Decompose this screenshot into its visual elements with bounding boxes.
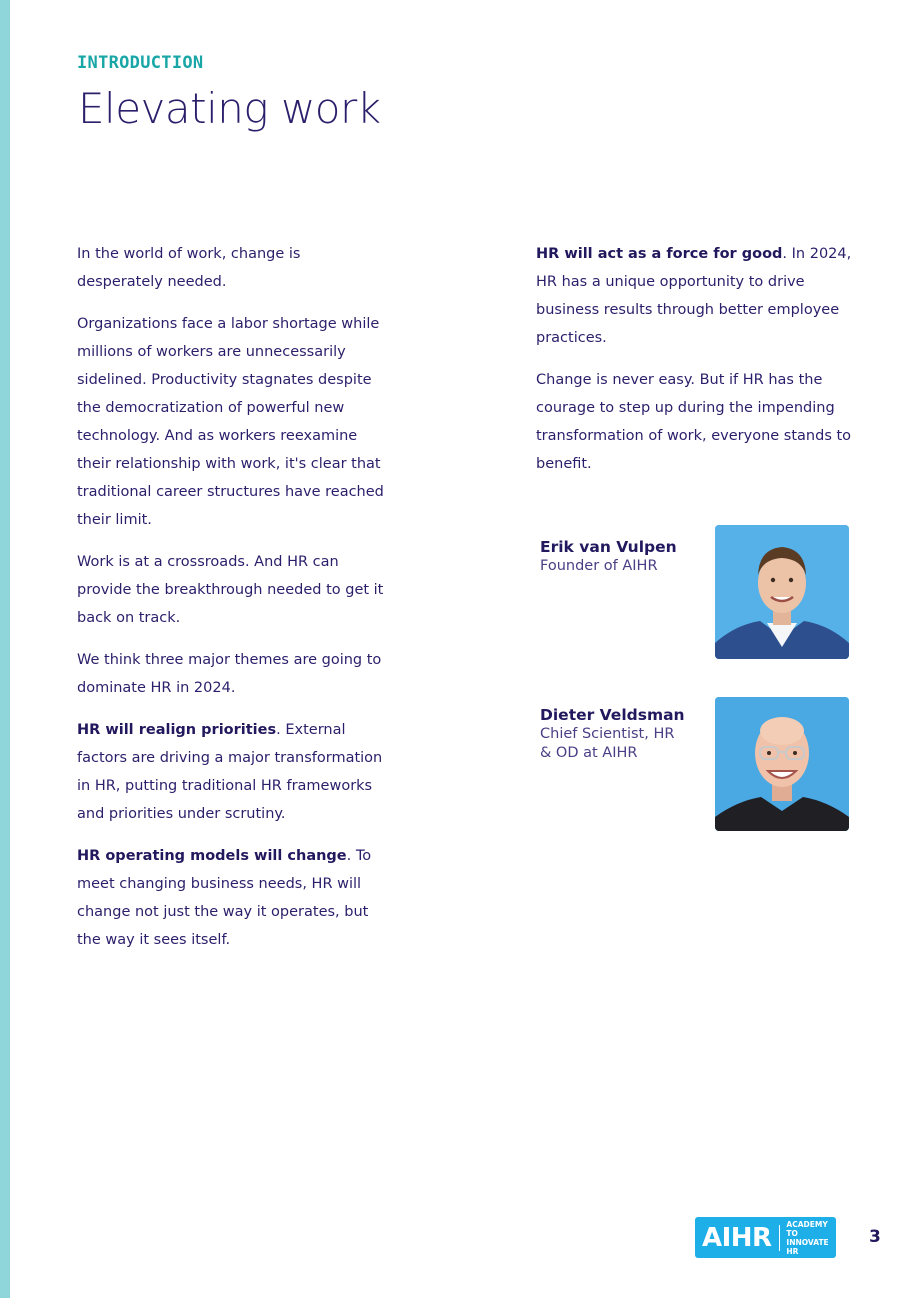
aihr-logo [695, 1217, 836, 1258]
paragraph [536, 240, 852, 352]
paragraph: Work is at a crossroads. And HR can provide the breakthrough needed to get it back on track. [77, 554, 384, 626]
author-role: Founder of AIHR [540, 558, 658, 574]
left-text-column [77, 240, 389, 968]
paragraph: We think three major themes are going to dominate HR in 2024. [77, 652, 382, 696]
portrait-image [715, 525, 849, 659]
author-role: Chief Scientist, HR & OD at AIHR [540, 726, 675, 761]
theme-realign-priorities: HR will realign priorities [77, 722, 277, 738]
author-name: Erik van Vulpen [540, 538, 677, 556]
logo-tagline: ACADEMY TO INNOVATE HR [786, 1219, 829, 1256]
paragraph: In the world of work, change is desperately needed. [77, 246, 301, 290]
paragraph-text: . External factors are driving a major transformation in HR, putting traditional HR frameworks and priorities under scrutiny. [77, 722, 383, 822]
theme-operating-models: HR operating models will change [77, 848, 347, 864]
page-number: 3 [869, 1227, 881, 1247]
theme-force-for-good: HR will act as a force for good [536, 246, 783, 262]
side-accent-stripe [0, 0, 10, 1298]
paragraph [77, 842, 389, 954]
logo-mark: AIHR [702, 1222, 772, 1253]
paragraph-text: . To meet changing business needs, HR will change not just the way it operates, but the way it sees itself. [77, 848, 372, 948]
paragraph-text: . In 2024, HR has a unique opportunity to drive business results through better employee practices. [536, 246, 852, 346]
paragraph [77, 716, 389, 828]
portrait-image [715, 697, 849, 831]
paragraph: Organizations face a labor shortage while millions of workers are unnecessarily sidelined. Productivity stagnates despite the democratization of powerful new technology. And as workers reexamine their relationship with work, it's clear that traditional career structures have reached their limit. [77, 316, 384, 528]
author-photo-erik [715, 525, 849, 659]
paragraph: Change is never easy. But if HR has the courage to step up during the impending transformation of work, everyone stands to benefit. [536, 372, 852, 472]
logo-divider [779, 1225, 780, 1251]
author-photo-dieter [715, 697, 849, 831]
right-text-column [536, 240, 852, 492]
page-title: Elevating work [78, 84, 381, 133]
section-eyebrow: INTRODUCTION [77, 53, 204, 73]
author-name: Dieter Veldsman [540, 706, 685, 724]
